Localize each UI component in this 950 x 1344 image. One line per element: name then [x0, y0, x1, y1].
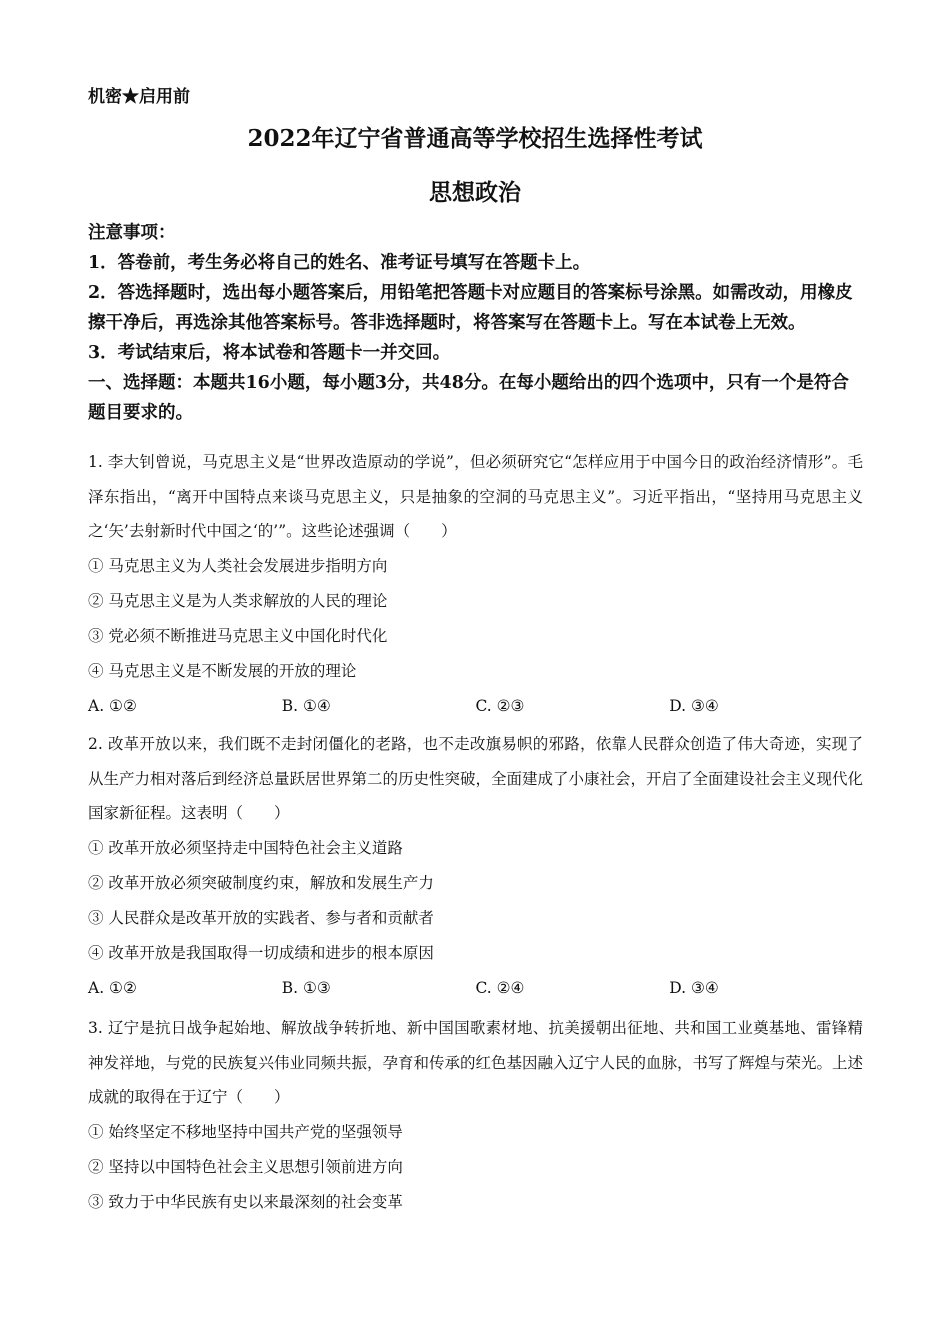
notice-item: 1．答卷前，考生务必将自己的姓名、准考证号填写在答题卡上。 [88, 253, 591, 273]
exam-title: 2022年辽宁省普通高等学校招生选择性考试 [247, 125, 703, 152]
question-1 [88, 445, 863, 724]
choice-a: A. ①② [88, 697, 137, 716]
statement-option: ① 马克思主义为人类社会发展进步指明方向 [88, 557, 388, 576]
statement-option: ① 始终坚定不移地坚持中国共产党的坚强领导 [88, 1123, 403, 1142]
statement-option: ② 改革开放必须突破制度约束，解放和发展生产力 [88, 874, 434, 893]
question-3 [88, 1011, 863, 1220]
question-stem: 1. 李大钊曾说，马克思主义是“世界改造原动的学说”，但必须研究它“怎样应用于中国今日的政治经济情形”。毛泽东指出，“离开中国特点来谈马克思主义，只是抽象的空洞的马克思主义”。习近平指出，“坚持用马克思主义之‘矢’去射新时代中国之‘的’”。这些论述强调（ ） [88, 453, 863, 541]
question-stem: 3. 辽宁是抗日战争起始地、解放战争转折地、新中国国歌素材地、抗美援朝出征地、共和国工业奠基地、雷锋精神发祥地，与党的民族复兴伟业同频共振，孕育和传承的红色基因融入辽宁人民的血脉，书写了辉煌与荣光。上述成就的取得在于辽宁（ ） [88, 1019, 864, 1107]
statement-option: ④ 马克思主义是不断发展的开放的理论 [88, 662, 357, 681]
statement-option: ④ 改革开放是我国取得一切成绩和进步的根本原因 [88, 944, 434, 963]
confidential-label: 机密★启用前 [88, 87, 190, 107]
choice-c: C. ②④ [475, 979, 525, 998]
notice-item: 3．考试结束后，将本试卷和答题卡一并交回。 [88, 343, 451, 363]
question-stem: 2. 改革开放以来，我们既不走封闭僵化的老路，也不走改旗易帜的邪路，依靠人民群众创造了伟大奇迹，实现了从生产力相对落后到经济总量跃居世界第二的历史性突破，全面建成了小康社会，开启了全面建设社会主义现代化国家新征程。这表明（ ） [88, 735, 864, 823]
notice-item: 2．答选择题时，选出每小题答案后，用铅笔把答题卡对应题目的答案标号涂黑。如需改动，用橡皮擦干净后，再选涂其他答案标号。答非选择题时，将答案写在答题卡上。写在本试卷上无效。 [88, 283, 853, 333]
statement-option: ③ 党必须不断推进马克思主义中国化时代化 [88, 627, 388, 646]
choice-c: C. ②③ [475, 697, 525, 716]
choice-a: A. ①② [88, 979, 137, 998]
statement-option: ② 坚持以中国特色社会主义思想引领前进方向 [88, 1158, 403, 1177]
choice-b: B. ①④ [281, 697, 331, 716]
choice-d: D. ③④ [669, 979, 719, 998]
answer-choices [88, 971, 863, 1006]
notice-heading: 注意事项： [88, 223, 176, 243]
notice-section [88, 218, 863, 428]
answer-choices [88, 689, 863, 724]
subject-title: 思想政治 [429, 179, 521, 206]
statement-option: ① 改革开放必须坚持走中国特色社会主义道路 [88, 839, 403, 858]
choice-d: D. ③④ [669, 697, 719, 716]
choice-b: B. ①③ [281, 979, 331, 998]
statement-option: ② 马克思主义是为人类求解放的人民的理论 [88, 592, 388, 611]
statement-option: ③ 致力于中华民族有史以来最深刻的社会变革 [88, 1193, 403, 1212]
section-heading: 一、选择题：本题共16小题，每小题3分，共48分。在每小题给出的四个选项中，只有一个是符合题目要求的。 [88, 373, 849, 423]
question-2 [88, 727, 863, 1006]
statement-option: ③ 人民群众是改革开放的实践者、参与者和贡献者 [88, 909, 434, 928]
